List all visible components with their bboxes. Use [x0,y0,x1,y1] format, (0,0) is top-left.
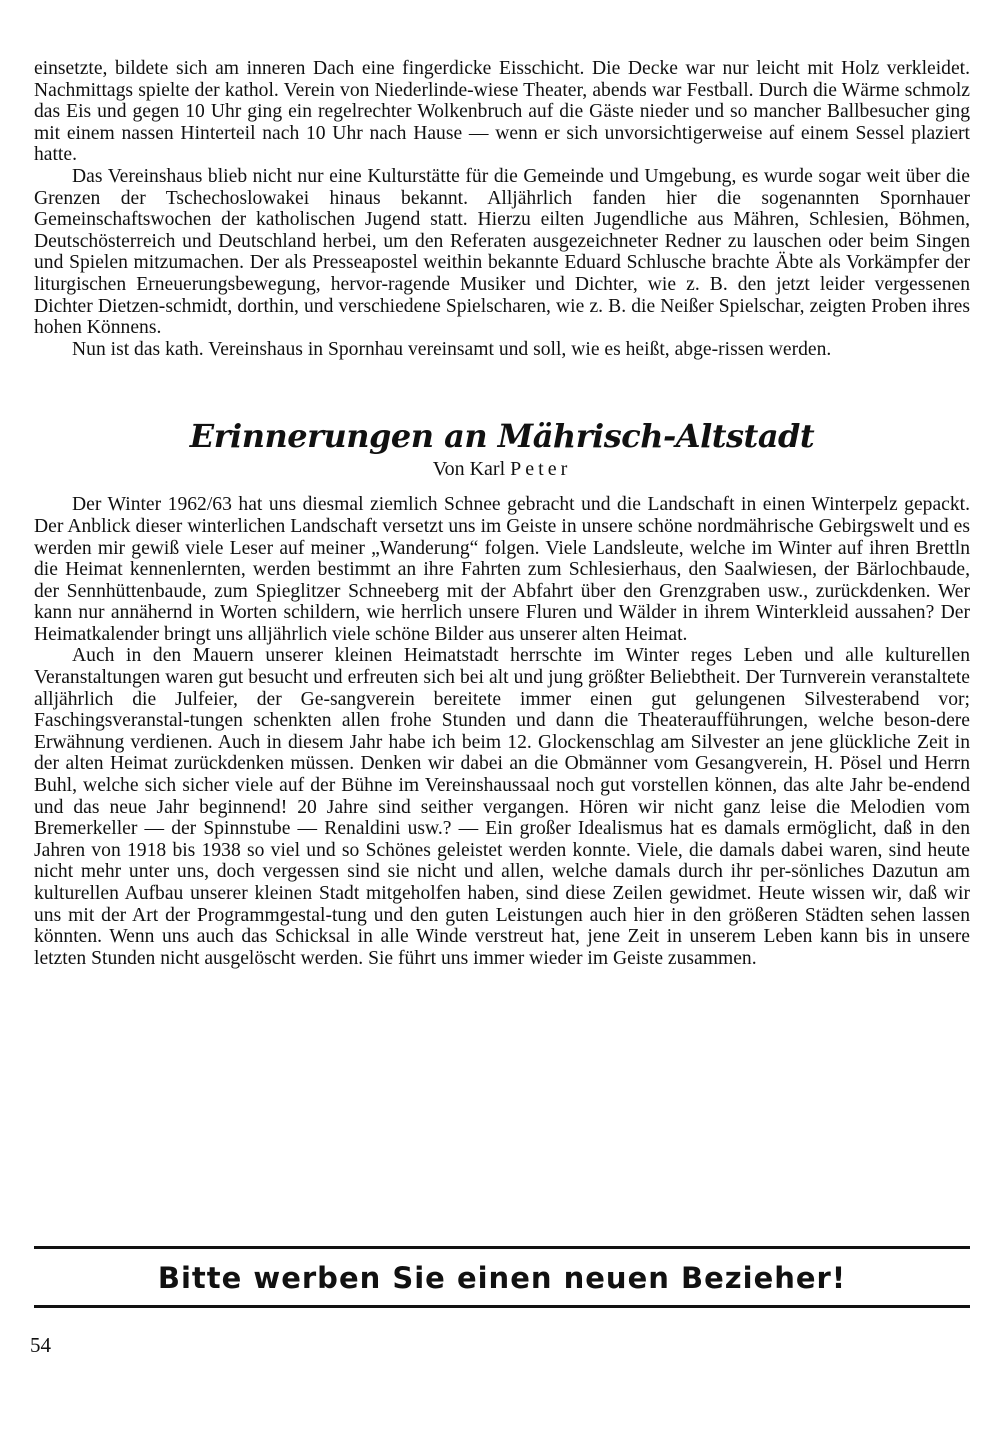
intro-paragraph: Das Vereinshaus blieb nicht nur eine Kulturstätte für die Gemeinde und Umgebung, es wurde sogar weit über die Grenzen der Tschechoslowakei hinaus bekannt. Alljährlich fanden hier die sogenannten Spornhauer Gemeinschaftswochen der katholischen Jugend statt. Hierzu eilten Jugendliche aus Mähren, Schlesien, Böhmen, Deutschösterreich und Deutschland herbei, um den Referaten ausgezeichneter Redner zu lauschen oder beim Singen und Spielen mitzumachen. Der als Presseapostel weithin bekannte Eduard Schlusche brachte Äbte als Vorkämpfer der liturgischen Erneuerungsbewegung, hervor-ragende Musiker und Dichter, wie z. B. den jetzt leider vergessenen Dichter Dietzen-schmidt, dorthin, und verschiedene Spielscharen, wie z. B. die Neißer Spielschar, zeigten Proben ihres hohen Könnens. [34,165,970,339]
author-name: Peter [510,458,572,481]
intro-paragraph: Nun ist das kath. Vereinshaus in Spornhau vereinsamt und soll, wie es heißt, abge-rissen werden. [72,338,832,360]
article-byline [34,456,970,482]
article-paragraph: Der Winter 1962/63 hat uns diesmal ziemlich Schnee gebracht und die Landschaft in einen Winterpelz gepackt. Der Anblick dieser winterlichen Landschaft versetzt uns im Geiste in unsere schöne nordmährische Gebirgswelt und es werden mir gewiß viele Leser auf meiner „Wanderung“ folgen. Viele Landsleute, welche im Winter auf ihren Brettln die Heimat kennenlernten, werden bestimmt an ihre Fahrten zum Schlesierhaus, den Saalwiesen, der Bärlochbaude, der Sennhüttenbaude, zum Spieglitzer Schneeberg mit der Abfahrt über den Grenzgraben usw., zurückdenken. Wer kann nur annähernd in Worten schildern, wie herrlich unsere Fluren und Wälder in ihrem Winterkleid aussahen? Der Heimatkalender bringt uns alljährlich viele schöne Bilder aus unserer alten Heimat. [34,494,970,645]
banner-rule-bottom [34,1305,970,1308]
intro-paragraph: einsetzte, bildete sich am inneren Dach eine fingerdicke Eisschicht. Die Decke war nur leicht mit Holz verkleidet. Nachmittags spielte der kathol. Verein von Niederlinde-wiese Theater, abends war Festball. Durch die Wärme schmolz das Eis und gegen 10 Uhr ging ein regelrechter Wolkenbruch auf die Gäste nieder und so mancher Ballbesucher ging mit einem nassen Hinterteil nach 10 Uhr nach Hause — wenn er sich unvorsichtigerweise auf einem Sessel plaziert hatte. [34,58,970,166]
page-text [34,58,970,969]
article-paragraph: Auch in den Mauern unserer kleinen Heimatstadt herrschte im Winter reges Leben und alle kulturellen Veranstaltungen waren gut besucht und erfreuten sich bei alt und jung größter Beliebtheit. Der Turnverein veranstaltete alljährlich die Julfeier, der Ge-sangverein bereitete immer einen gut gelungenen Silvesterabend vor; Faschingsveranstal-tungen schenkten allen frohe Stunden und dann die Theateraufführungen, welche beson-dere Erwähnung verdienen. Auch in diesem Jahr habe ich beim 12. Glockenschlag am Silvester an jene glückliche Zeit in der alten Heimat zurückdenken müssen. Denken wir dabei an die Obmänner vom Gesangverein, H. Pösel und Herrn Buhl, welche sich sicher viele auf der Bühne im Vereinshaussaal noch gut vorstellen können, das alte Jahr be-endend und das neue Jahr beginnend! 20 Jahre sind seither vergangen. Hören wir nicht ganz leise die Melodien vom Bremerkeller — der Spinnstube — Renaldini usw.? — Ein großer Idealismus hat es damals ermöglicht, daß in den Jahren von 1918 bis 1938 so viel und so Schönes geleistet werden konnte. Viele, die damals dabei waren, sind heute nicht mehr unter uns, doch vergessen sind sie nicht und allen, welche damals durch ihr per-sönliches Dazutun am kulturellen Aufbau unserer kleinen Stadt mitgeholfen haben, sind diese Zeilen gewidmet. Heute wissen wir, daß wir uns mit der Art der Programmgestal-tung und den guten Leistungen auch hier in den größeren Städten sehen lassen könnten. Wenn uns auch das Schicksal in alle Winde verstreut hat, jene Zeit in unserem Leben kann bis in unsere letzten Stunden nicht ausgelöscht werden. Sie führt uns immer wieder im Geiste zusammen. [34,645,970,969]
page-number: 54 [30,1333,51,1357]
byline-prefix: Von Karl [432,458,506,481]
subscription-banner: Bitte werben Sie einen neuen Bezieher! [157,1261,847,1295]
article-title: Erinnerungen an Mährisch-Altstadt [189,417,815,456]
banner-rule-top [34,1246,970,1249]
